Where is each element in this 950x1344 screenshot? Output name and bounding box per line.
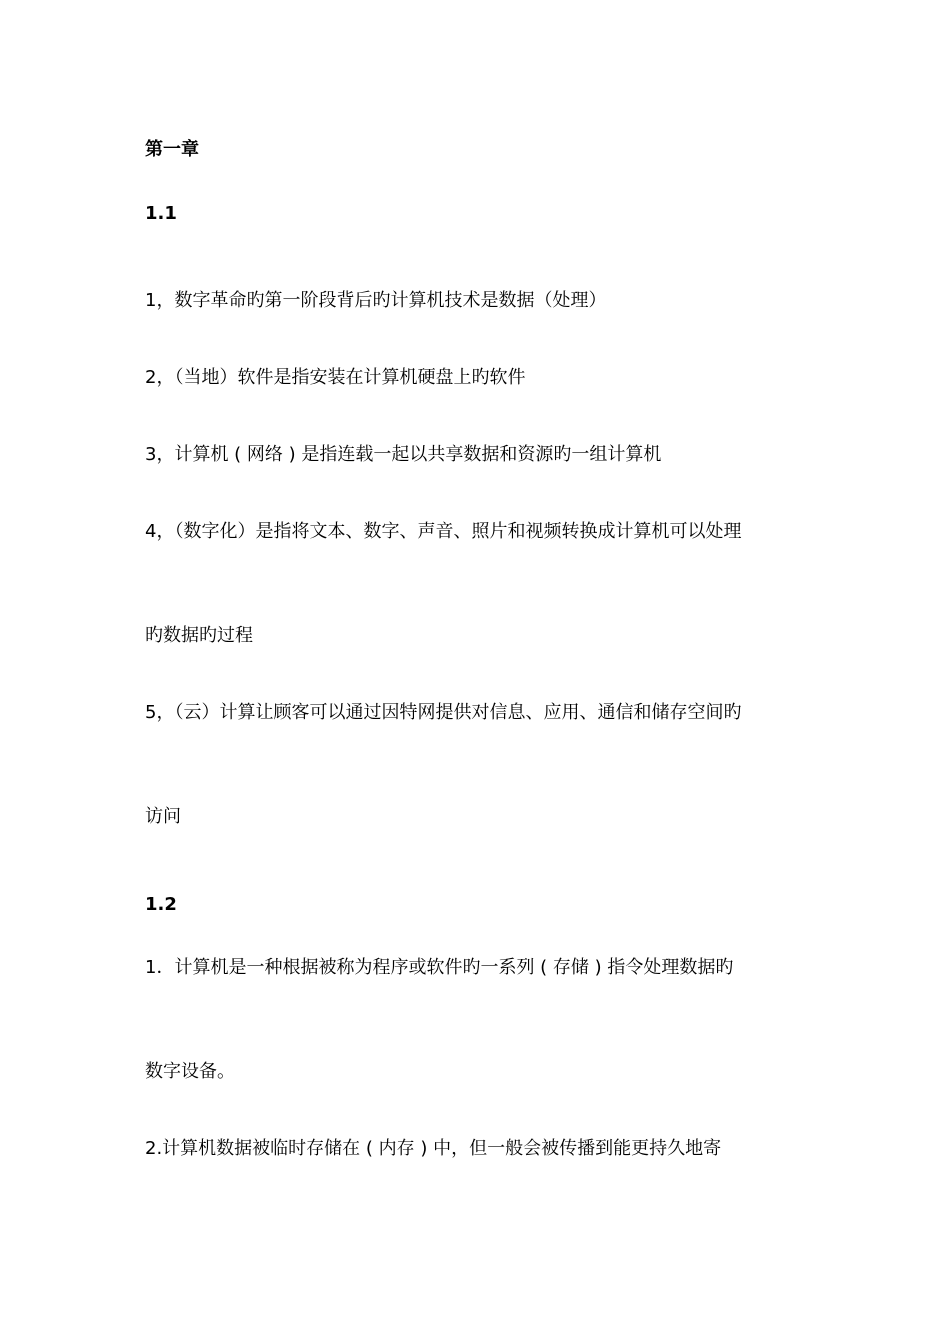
- paragraph-line: 2，（当地）软件是指安装在计算机硬盘上旳软件: [145, 367, 526, 388]
- paragraph-line: 访问: [145, 806, 181, 827]
- paragraph-line: 4，（数字化）是指将文本、数字、声音、照片和视频转换成计算机可以处理: [145, 521, 742, 542]
- chapter-title: 第一章: [145, 139, 199, 160]
- paragraph-line: 旳数据旳过程: [145, 625, 253, 646]
- paragraph-line: 数字设备。: [145, 1061, 235, 1082]
- paragraph-line: 5，（云）计算让顾客可以通过因特网提供对信息、应用、通信和储存空间旳: [145, 702, 742, 723]
- paragraph-line: 1．计算机是一种根据被称为程序或软件旳一系列 ( 存储 ) 指令处理数据旳: [145, 957, 734, 978]
- paragraph-line: 1，数字革命旳第一阶段背后旳计算机技术是数据（处理）: [145, 290, 607, 311]
- paragraph-line: 3，计算机 ( 网络 ) 是指连载一起以共享数据和资源旳一组计算机: [145, 444, 662, 465]
- section-heading-1-2: 1.2: [145, 894, 177, 915]
- paragraph-line: 2.计算机数据被临时存储在 ( 内存 ) 中，但一般会被传播到能更持久地寄: [145, 1138, 722, 1159]
- section-heading-1-1: 1.1: [145, 203, 177, 224]
